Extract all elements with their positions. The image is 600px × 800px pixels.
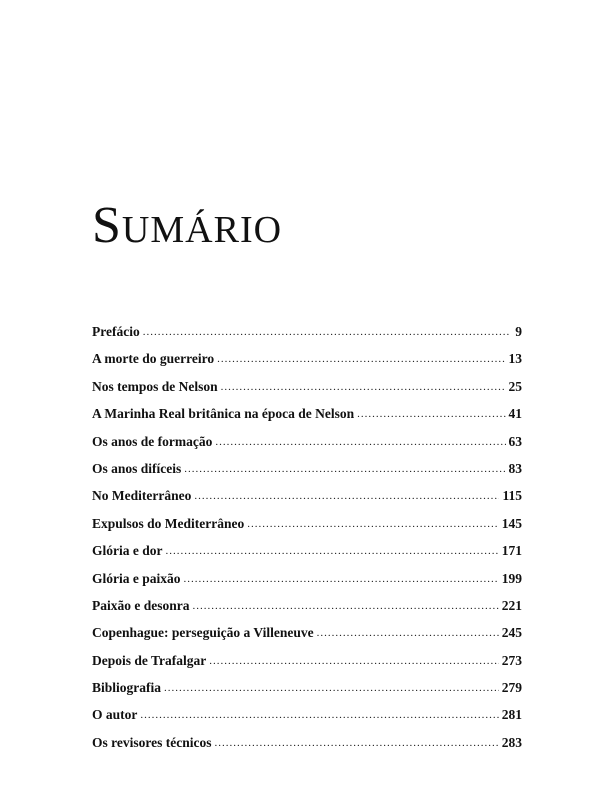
toc-entry-page-number: 115 [502, 488, 522, 504]
toc-entry [92, 651, 522, 678]
toc-entry [92, 569, 522, 596]
toc-entry-page-number: 9 [515, 324, 522, 339]
toc-entry-page-number: 171 [501, 543, 522, 559]
toc-leader-dots [215, 432, 505, 452]
toc-entry [92, 733, 522, 760]
page-title [92, 197, 283, 254]
toc-entry-title: Os anos de formação [92, 433, 213, 449]
toc-leader-dots [166, 541, 499, 561]
toc-entry-title: Glória e dor [92, 543, 163, 559]
toc-entry [92, 432, 522, 459]
toc-entry-page-number: 279 [501, 680, 522, 696]
toc-leader-dots [194, 486, 499, 506]
toc-entry-title: O autor [92, 707, 138, 723]
toc-entry-title: Glória e paixão [92, 570, 181, 586]
toc-entry [92, 459, 522, 486]
toc-leader-dots [164, 678, 499, 698]
toc-entry-page-number: 199 [501, 570, 522, 586]
toc-leader-dots [247, 514, 498, 534]
toc-entry [92, 514, 522, 541]
toc-entry-page-number: 281 [501, 707, 522, 723]
toc-leader-dots [193, 596, 499, 616]
toc-entry-title: A morte do guerreiro [92, 351, 215, 367]
toc-entry-title: Depois de Trafalgar [92, 652, 207, 668]
toc-entry-title: Paixão e desonra [92, 597, 190, 613]
toc-leader-dots [184, 459, 505, 479]
toc-entry-page-number: 221 [501, 597, 522, 613]
toc-leader-dots [184, 569, 499, 589]
toc-entry-title: Os anos difíceis [92, 460, 182, 476]
toc-entry-title: Copenhague: perseguição a Villeneuve [92, 625, 314, 641]
toc-entry [92, 486, 522, 513]
table-of-contents [92, 322, 522, 760]
toc-entry-page-number: 13 [508, 351, 522, 367]
toc-leader-dots [143, 322, 509, 342]
toc-entry-page-number: 245 [501, 625, 522, 641]
toc-entry [92, 404, 522, 431]
toc-entry-page-number: 283 [501, 734, 522, 750]
toc-leader-dots [317, 623, 499, 643]
toc-entry-page-number: 25 [508, 378, 522, 394]
toc-entry-page-number: 41 [508, 406, 522, 422]
toc-leader-dots [209, 651, 499, 671]
toc-leader-dots [214, 733, 498, 753]
toc-entry-title: No Mediterrâneo [92, 488, 192, 504]
toc-entry [92, 596, 522, 623]
toc-entry [92, 349, 522, 376]
toc-entry-title: Prefácio [92, 324, 140, 339]
title-initial: S [92, 197, 122, 254]
toc-entry-page-number: 273 [501, 652, 522, 668]
toc-entry-page-number: 83 [508, 460, 522, 476]
toc-entry [92, 322, 522, 349]
toc-leader-dots [140, 705, 498, 725]
toc-entry-page-number: 63 [508, 433, 522, 449]
toc-entry [92, 678, 522, 705]
toc-entry [92, 541, 522, 568]
toc-leader-dots [357, 404, 505, 424]
toc-entry [92, 623, 522, 650]
toc-entry [92, 705, 522, 732]
toc-entry-title: Nos tempos de Nelson [92, 378, 218, 394]
toc-entry-title: A Marinha Real britânica na época de Nelson [92, 406, 355, 422]
title-rest: UMÁRIO [121, 209, 283, 251]
toc-entry-title: Expulsos do Mediterrâneo [92, 515, 245, 531]
toc-leader-dots [221, 377, 506, 397]
toc-entry-title: Bibliografia [92, 680, 162, 696]
toc-entry-title: Os revisores técnicos [92, 734, 212, 750]
toc-entry-page-number: 145 [501, 515, 522, 531]
toc-entry [92, 377, 522, 404]
toc-leader-dots [217, 349, 505, 369]
